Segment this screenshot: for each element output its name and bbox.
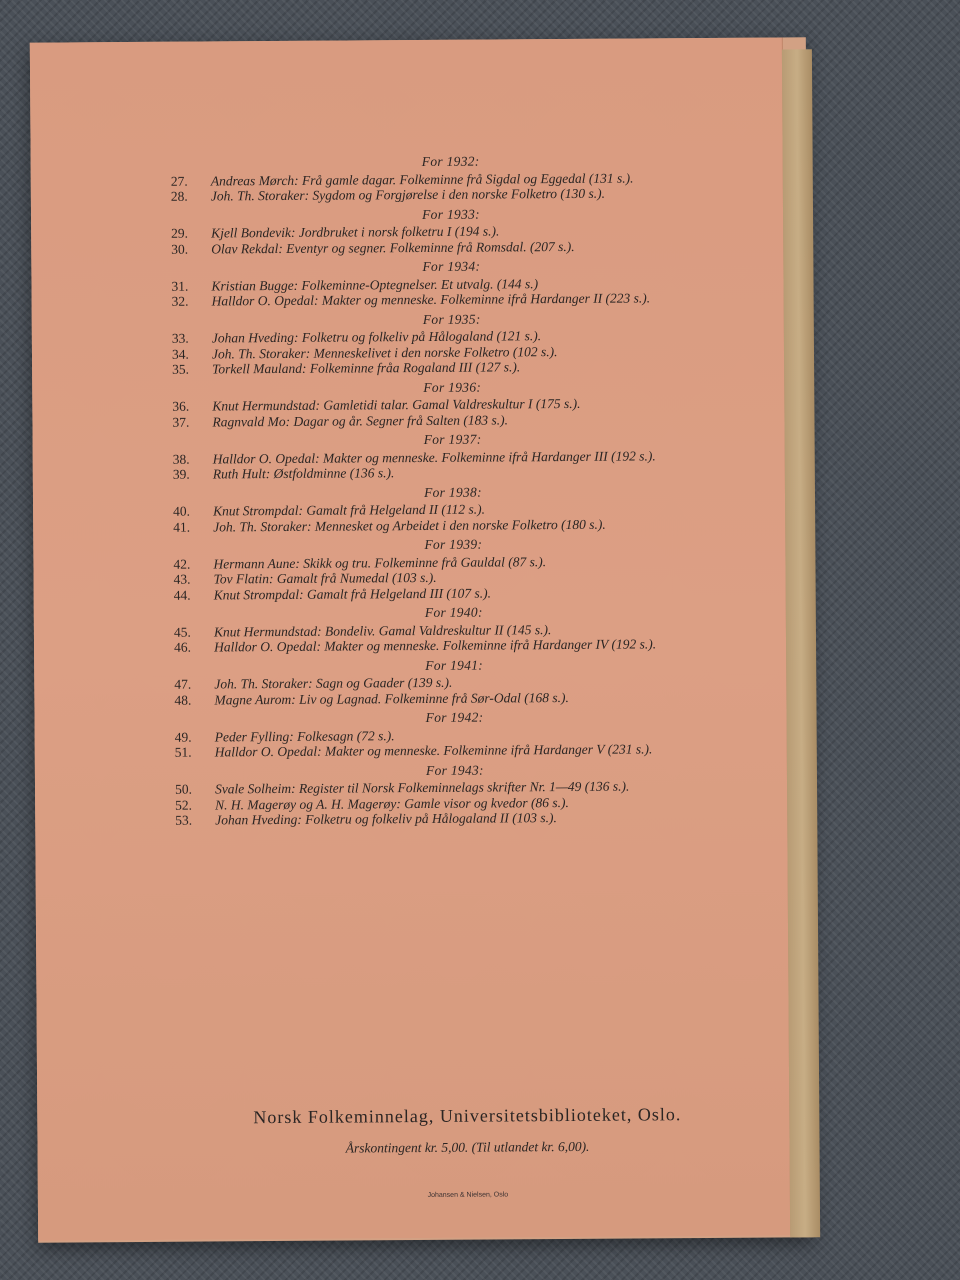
- entry-number: 30.: [171, 241, 189, 257]
- year-section: [171, 257, 731, 309]
- membership-fee: Årskontingent kr. 5,00. (Til utlandet kr. 6,00).: [345, 1138, 590, 1156]
- booklet: [30, 37, 814, 1242]
- entry-text: Joh. Th. Storaker: Sygdom og Forgjørelse i den norske Folketro (130 s.).: [210, 185, 606, 204]
- year-section: [172, 377, 732, 429]
- entry-text: Torkell Mauland: Folkeminne fråa Rogaland III (127 s.).: [212, 359, 521, 377]
- printer-imprint: Johansen & Nielsen, Oslo: [427, 1191, 509, 1199]
- year-section: [174, 655, 734, 707]
- entry-text: Kjell Bondevik: Jordbruket i norsk folketru I (194 s.).: [211, 223, 500, 241]
- year-heading: For 1940:: [424, 604, 483, 620]
- entry-number: 44.: [173, 587, 191, 603]
- entry-text: Halldor O. Opedal: Makter og menneske. Folkeminne ifrå Hardanger II (223 s.).: [211, 290, 651, 309]
- list-item: [174, 688, 734, 707]
- list-item: [171, 237, 731, 256]
- year-section: [173, 535, 733, 603]
- year-section: [174, 603, 734, 655]
- entry-text: Joh. Th. Storaker: Menneskelivet i den norske Folketro (102 s.).: [211, 343, 558, 361]
- entry-number: 40.: [173, 503, 191, 519]
- year-section: [174, 708, 734, 760]
- entry-number: 31.: [171, 278, 189, 294]
- back-cover: [30, 37, 791, 1240]
- list-item: [172, 410, 732, 429]
- entry-text: Ragnvald Mo: Dagar og år. Segner frå Salten (183 s.).: [212, 411, 508, 429]
- year-section: [173, 430, 733, 482]
- year-heading: For 1939:: [424, 536, 483, 552]
- entry-number: 33.: [171, 330, 189, 346]
- entry-number: 42.: [173, 556, 191, 572]
- entry-text: Magne Aurom: Liv og Lagnad. Folkeminne frå Sør-Odal (168 s.).: [214, 689, 569, 707]
- entry-number: 29.: [171, 225, 189, 241]
- year-section: [171, 204, 731, 256]
- entry-number: 45.: [173, 624, 191, 640]
- entry-text: Tov Flatin: Gamalt frå Numedal (103 s.).: [213, 569, 437, 587]
- list-item: [173, 463, 733, 482]
- publication-list: [171, 148, 736, 828]
- year-heading: For 1938:: [423, 484, 482, 500]
- year-section: [172, 309, 732, 377]
- entry-number: 34.: [171, 346, 189, 362]
- year-section: [173, 482, 733, 534]
- entry-number: 37.: [172, 414, 190, 430]
- year-heading: For 1943:: [425, 762, 484, 778]
- entry-text: Hermann Aune: Skikk og tru. Folkeminne frå Gauldal (87 s.).: [213, 553, 547, 571]
- entry-text: Andreas Mørch: Frå gamle dagar. Folkeminne frå Sigdal og Eggedal (131 s.).: [210, 170, 634, 188]
- entry-text: Peder Fylling: Folkesagn (72 s.).: [214, 727, 395, 744]
- entry-number: 28.: [170, 188, 188, 204]
- year-heading: For 1934:: [422, 258, 481, 274]
- entry-text: Joh. Th. Storaker: Sagn og Gaader (139 s.).: [214, 674, 453, 692]
- entry-number: 51.: [174, 744, 192, 760]
- entry-text: Knut Strompdal: Gamalt frå Helgeland II (112 s.).: [213, 501, 485, 519]
- entry-text: Halldor O. Opedal: Makter og menneske. Folkeminne ifrå Hardanger III (192 s.).: [212, 447, 656, 466]
- year-section: [171, 152, 731, 204]
- entry-text: Knut Strompdal: Gamalt frå Helgeland III (107 s.).: [213, 585, 492, 602]
- entry-number: 46.: [173, 639, 191, 655]
- year-heading: For 1937:: [423, 431, 482, 447]
- entry-number: 50.: [174, 781, 192, 797]
- year-section: [175, 760, 735, 828]
- entry-number: 52.: [175, 797, 193, 813]
- entry-text: Kristian Bugge: Folkeminne-Optegnelser. Et utvalg. (144 s.): [211, 275, 539, 293]
- year-heading: For 1932:: [421, 153, 480, 169]
- list-item: [172, 290, 732, 309]
- year-heading: For 1942:: [425, 709, 484, 725]
- year-heading: For 1935:: [422, 311, 481, 327]
- entry-number: 49.: [174, 729, 192, 745]
- entry-number: 36.: [172, 398, 190, 414]
- list-item: [175, 741, 735, 760]
- entry-text: Knut Hermundstad: Gamletidi talar. Gamal Valdreskultur I (175 s.).: [212, 395, 581, 414]
- list-item: [171, 185, 731, 204]
- entry-text: Joh. Th. Storaker: Mennesket og Arbeidet i den norske Folketro (180 s.).: [213, 516, 606, 534]
- list-item: [174, 636, 734, 655]
- entry-text: N. H. Magerøy og A. H. Magerøy: Gamle visor og kvedor (86 s.).: [215, 794, 569, 812]
- year-heading: For 1933:: [422, 206, 480, 222]
- entry-text: Ruth Hult: Østfoldminne (136 s.).: [212, 465, 395, 482]
- list-item: [173, 515, 733, 534]
- list-item: [172, 358, 732, 377]
- list-item: [175, 809, 735, 828]
- year-heading: For 1936:: [423, 379, 482, 395]
- entry-text: Halldor O. Opedal: Makter og menneske. Folkeminne ifrå Hardanger V (231 s.).: [214, 741, 653, 760]
- entry-text: Halldor O. Opedal: Makter og menneske. Folkeminne ifrå Hardanger IV (192 s.).: [213, 636, 657, 655]
- entry-number: 32.: [171, 293, 189, 309]
- entry-text: Knut Hermundstad: Bondeliv. Gamal Valdreskultur II (145 s.).: [213, 621, 552, 639]
- entry-number: 39.: [172, 466, 190, 482]
- list-item: [174, 583, 734, 602]
- entry-text: Johan Hveding: Folketru og folkeliv på Hålogaland II (103 s.).: [215, 810, 557, 828]
- entry-number: 53.: [175, 812, 193, 828]
- entry-number: 35.: [172, 361, 190, 377]
- entry-number: 47.: [174, 676, 192, 692]
- entry-number: 41.: [173, 519, 191, 535]
- publisher-line: Norsk Folkeminnelag, Universitetsbiblioteket, Oslo.: [253, 1104, 682, 1128]
- entry-number: 27.: [170, 173, 188, 189]
- year-heading: For 1941:: [425, 657, 484, 673]
- entry-text: Svale Solheim: Register til Norsk Folkeminnelags skrifter Nr. 1—49 (136 s.).: [214, 778, 630, 797]
- entry-number: 48.: [174, 692, 192, 708]
- entry-number: 38.: [172, 451, 190, 467]
- entry-number: 43.: [173, 571, 191, 587]
- entry-text: Johan Hveding: Folketru og folkeliv på Hålogaland (121 s.).: [211, 328, 542, 346]
- entry-text: Olav Rekdal: Eventyr og segner. Folkeminne frå Romsdal. (207 s.).: [211, 238, 575, 256]
